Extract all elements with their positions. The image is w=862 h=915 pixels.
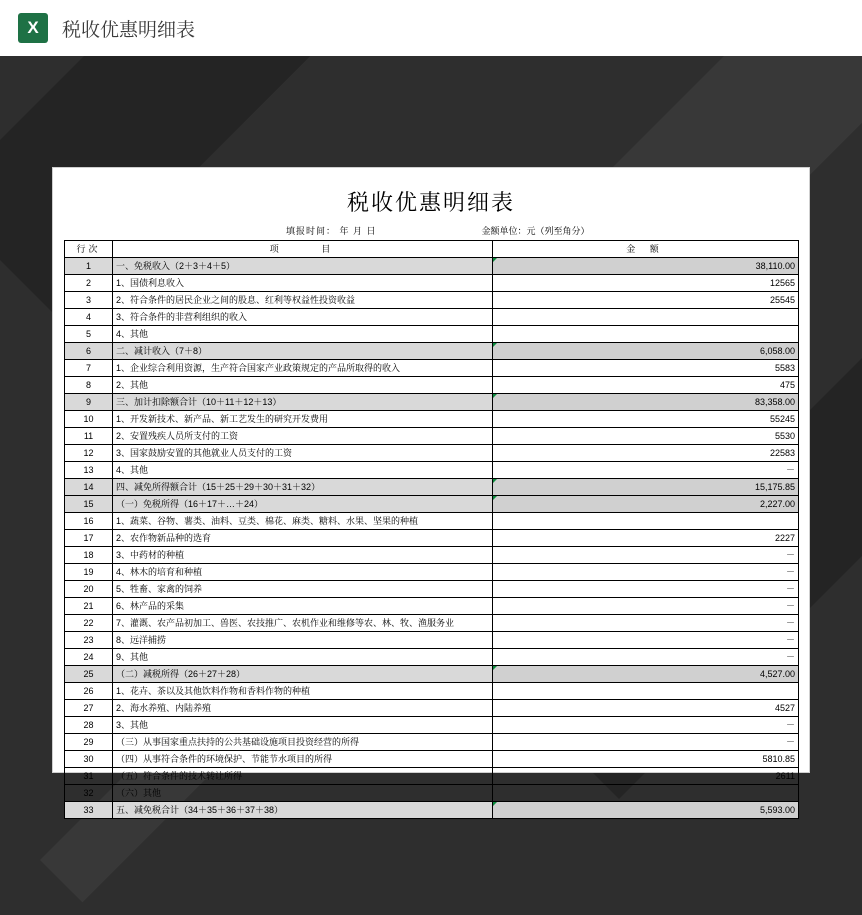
table-row [65,768,799,785]
table-row [65,734,799,751]
row-item-label: （四）从事符合条件的环境保护、节能节水项目的所得 [113,751,493,768]
row-item-label: （六）其他 [113,785,493,802]
excel-file-icon: X [18,13,48,43]
row-amount-value: 25545 [493,292,799,309]
row-number: 23 [65,632,113,649]
row-amount-value: 5583 [493,360,799,377]
table-row [65,377,799,394]
row-item-label: 8、远洋捕捞 [113,632,493,649]
table-row [65,649,799,666]
table-row [65,785,799,802]
table-row [65,700,799,717]
row-amount-value: 12565 [493,275,799,292]
row-item-label: （二）减税所得（26＋27＋28） [113,666,493,683]
row-number: 9 [65,394,113,411]
table-row [65,360,799,377]
table-row [65,513,799,530]
column-header-item: 项 目 [113,241,493,258]
row-amount-value: 15,175.85 [493,479,799,496]
table-row [65,479,799,496]
table-row [65,411,799,428]
row-number: 31 [65,768,113,785]
row-amount-value: 5,593.00 [493,802,799,819]
row-number: 18 [65,547,113,564]
row-item-label: 2、安置残疾人员所支付的工资 [113,428,493,445]
row-number: 16 [65,513,113,530]
row-item-label: 7、灌溉、农产品初加工、兽医、农技推广、农机作业和维修等农、林、牧、渔服务业 [113,615,493,632]
table-row [65,666,799,683]
row-number: 19 [65,564,113,581]
row-item-label: 四、减免所得额合计（15＋25＋29＋30＋31＋32） [113,479,493,496]
table-row [65,275,799,292]
table-row [65,462,799,479]
row-number: 3 [65,292,113,309]
row-amount-value: 55245 [493,411,799,428]
table-row [65,564,799,581]
document-subheader [64,223,798,237]
row-number: 21 [65,598,113,615]
row-item-label: 3、其他 [113,717,493,734]
row-amount-value [493,513,799,530]
row-number: 12 [65,445,113,462]
row-number: 30 [65,751,113,768]
row-item-label: 4、其他 [113,462,493,479]
row-item-label: 2、海水养殖、内陆养殖 [113,700,493,717]
table-row [65,530,799,547]
row-item-label: 1、开发新技术、新产品、新工艺发生的研究开发费用 [113,411,493,428]
row-number: 32 [65,785,113,802]
column-header-row-no: 行次 [65,241,113,258]
table-row [65,802,799,819]
row-number: 28 [65,717,113,734]
row-number: 1 [65,258,113,275]
row-item-label: 9、其他 [113,649,493,666]
table-row [65,428,799,445]
table-row [65,598,799,615]
table-row [65,581,799,598]
row-item-label: 1、国债利息收入 [113,275,493,292]
row-amount-value: 2,227.00 [493,496,799,513]
row-item-label: 一、免税收入（2＋3＋4＋5） [113,258,493,275]
column-header-amount: 金 额 [493,241,799,258]
row-item-label: 2、农作物新品种的选育 [113,530,493,547]
fill-date-label: 填报时间： 年 月 日 [286,226,377,236]
row-amount-value: － [493,598,799,615]
table-row [65,615,799,632]
row-item-label: 5、牲畜、家禽的饲养 [113,581,493,598]
row-number: 26 [65,683,113,700]
row-amount-value: 5810.85 [493,751,799,768]
row-item-label: （五）符合条件的技术转让所得 [113,768,493,785]
row-amount-value: － [493,581,799,598]
row-number: 2 [65,275,113,292]
row-item-label: 3、国家鼓励安置的其他就业人员支付的工资 [113,445,493,462]
document-title: 税收优惠明细表 [346,191,515,216]
row-amount-value: 2611 [493,768,799,785]
row-amount-value: 4527 [493,700,799,717]
row-amount-value: － [493,632,799,649]
row-number: 20 [65,581,113,598]
tax-benefit-table [64,240,799,819]
row-number: 13 [65,462,113,479]
amount-unit-label: 金额单位：元（列至角分） [481,226,590,236]
row-item-label: 1、企业综合利用资源，生产符合国家产业政策规定的产品所取得的收入 [113,360,493,377]
table-row [65,547,799,564]
row-amount-value: 475 [493,377,799,394]
table-header-row [65,241,799,258]
row-number: 25 [65,666,113,683]
table-row [65,309,799,326]
row-amount-value: － [493,734,799,751]
page-title: 税收优惠明细表 [62,19,196,41]
table-row [65,343,799,360]
row-item-label: 1、蔬菜、谷物、薯类、油料、豆类、棉花、麻类、糖料、水果、坚果的种植 [113,513,493,530]
row-number: 22 [65,615,113,632]
row-item-label: 3、符合条件的非营利组织的收入 [113,309,493,326]
row-item-label: （一）免税所得（16＋17＋…＋24） [113,496,493,513]
table-row [65,292,799,309]
row-amount-value: 38,110.00 [493,258,799,275]
row-item-label: 4、林木的培育和种植 [113,564,493,581]
row-amount-value: 4,527.00 [493,666,799,683]
row-number: 14 [65,479,113,496]
row-amount-value: － [493,615,799,632]
row-amount-value: 22583 [493,445,799,462]
table-row [65,683,799,700]
row-amount-value: － [493,462,799,479]
app-header [0,0,862,56]
row-item-label: 3、中药材的种植 [113,547,493,564]
table-row [65,445,799,462]
row-item-label: 1、花卉、茶以及其他饮料作物和香料作物的种植 [113,683,493,700]
row-number: 11 [65,428,113,445]
row-number: 8 [65,377,113,394]
row-item-label: 五、减免税合计（34＋35＋36＋37＋38） [113,802,493,819]
row-amount-value [493,326,799,343]
row-item-label: 2、其他 [113,377,493,394]
row-number: 10 [65,411,113,428]
row-number: 5 [65,326,113,343]
row-amount-value [493,785,799,802]
row-number: 6 [65,343,113,360]
row-amount-value: － [493,564,799,581]
row-number: 24 [65,649,113,666]
row-number: 33 [65,802,113,819]
row-amount-value: 6,058.00 [493,343,799,360]
table-row [65,496,799,513]
row-number: 15 [65,496,113,513]
row-amount-value: － [493,649,799,666]
spreadsheet-preview [53,168,809,815]
row-amount-value: 2227 [493,530,799,547]
row-item-label: （三）从事国家重点扶持的公共基础设施项目投资经营的所得 [113,734,493,751]
row-amount-value: 5530 [493,428,799,445]
row-item-label: 4、其他 [113,326,493,343]
row-amount-value: － [493,547,799,564]
row-number: 29 [65,734,113,751]
table-row [65,751,799,768]
row-number: 27 [65,700,113,717]
row-amount-value [493,309,799,326]
row-item-label: 二、减计收入（7＋8） [113,343,493,360]
row-amount-value [493,683,799,700]
row-amount-value: － [493,717,799,734]
row-number: 17 [65,530,113,547]
table-row [65,394,799,411]
row-item-label: 三、加计扣除额合计（10＋11＋12＋13） [113,394,493,411]
row-number: 7 [65,360,113,377]
table-row [65,326,799,343]
table-row [65,632,799,649]
row-item-label: 2、符合条件的居民企业之间的股息、红利等权益性投资收益 [113,292,493,309]
row-number: 4 [65,309,113,326]
table-row [65,258,799,275]
row-item-label: 6、林产品的采集 [113,598,493,615]
table-row [65,717,799,734]
row-amount-value: 83,358.00 [493,394,799,411]
